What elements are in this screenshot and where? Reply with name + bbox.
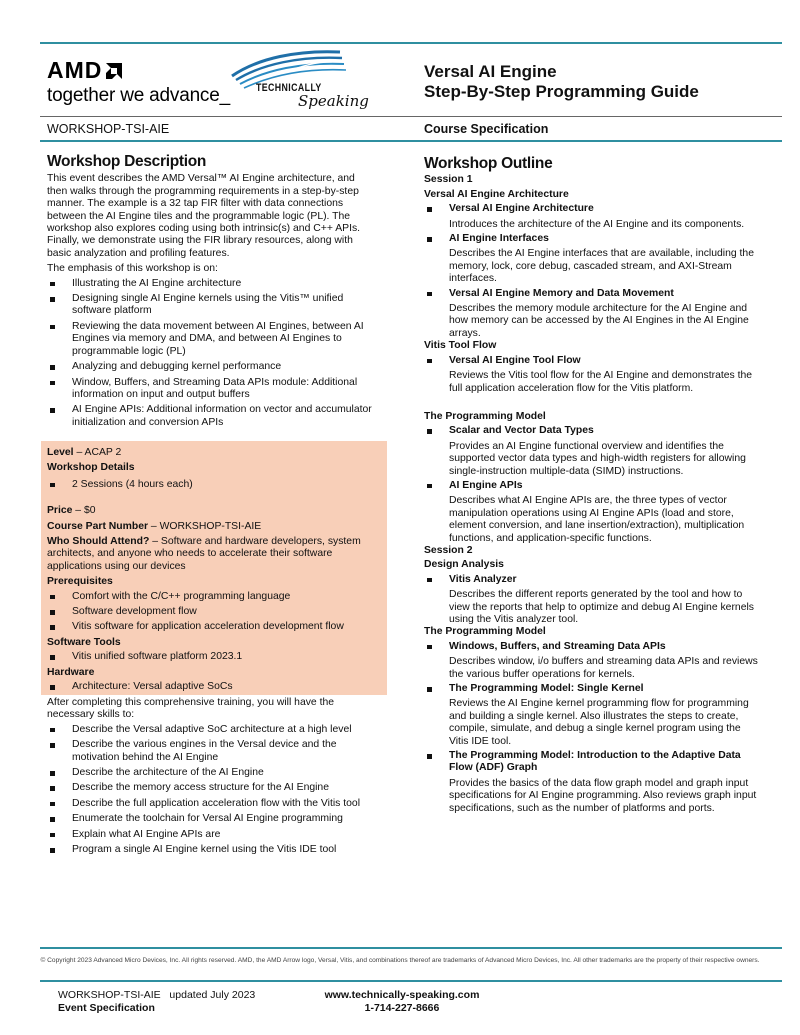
footer-event-spec: Event Specification — [58, 1001, 155, 1014]
session-2-label: Session 2 — [424, 544, 473, 556]
workshop-code: WORKSHOP-TSI-AIE — [47, 122, 170, 136]
topic-title: AI Engine Interfaces — [424, 233, 760, 245]
website-link[interactable]: www.technically-speaking.com — [324, 989, 480, 1001]
group-label: Design Analysis — [424, 559, 504, 571]
footer-left — [58, 989, 255, 1014]
list-item: Describe the architecture of the AI Engine — [47, 767, 377, 779]
topic-description: Introduces the architecture of the AI Engine and its components. — [449, 218, 745, 230]
topic-description: Describes what AI Engine APIs are, the three types of vector manipulation operations using AI Engine APIs (load and store, element conversion, and lane insertion/extraction), multiplication functions, and application-specific functions. — [449, 495, 745, 544]
level-label: Level — [47, 447, 74, 458]
footer-contact — [322, 989, 482, 1014]
software-tools-label: Software Tools — [47, 636, 121, 648]
topic-title: Vitis Analyzer — [424, 574, 760, 586]
list-item: Describe the various engines in the Versal device and the motivation behind the AI Engine — [47, 739, 377, 764]
list-item: Describe the full application acceleration flow with the Vitis tool — [47, 798, 377, 810]
audience-line — [47, 536, 377, 573]
topic-description: Describes the different reports generated by the tool and how to view the reports that help to optimize and debug AI Engine kernels using the Vitis analyzer tool. — [449, 589, 754, 625]
amd-arrow-icon — [105, 59, 123, 77]
topic-description: Describes the memory module architecture for the AI Engine and how memory can be accessed by the AI Engines in the AI Engine arrays. — [449, 303, 749, 339]
topic-description: Describes window, i/o buffers and streaming data APIs and reviews the various buffer operations for kernels. — [449, 656, 758, 680]
topic-description: Provides the basics of the data flow graph model and graph input specifications for AI Engine programming. Also reviews graph input specifications, such as the number of platforms and ports. — [449, 777, 757, 814]
header-divider — [40, 116, 782, 117]
title-line-1: Versal AI Engine — [424, 62, 557, 81]
list-item: Describe the Versal adaptive SoC architecture at a high level — [47, 724, 377, 736]
topic-description: Provides an AI Engine functional overview and identifies the supported vector data types and high-width registers for allowing single-instruction multiple-data (SIMD) instructions. — [449, 440, 746, 477]
group-label: The Programming Model — [424, 410, 546, 422]
list-item: Explain what AI Engine APIs are — [47, 829, 377, 841]
top-rule — [40, 42, 782, 44]
intro-paragraph: This event describes the AMD Versal™ AI Engine architecture, and then walks through the programming requirements in a step-by-step manner. The example is a 32 tap FIR filter with data connections between the AI Engine tiles and the programmable logic (PL). The workshop also explores coding using both intrinsic(s) and C++ APIs. Finally, we demonstrate using the FIR library resources, along with basic analyzation and profiling features. — [47, 173, 361, 259]
list-item: Describe the memory access structure for the AI Engine — [47, 782, 377, 794]
footer-top-rule — [40, 947, 782, 949]
topic-title: AI Engine APIs — [424, 480, 760, 492]
copyright-notice: © Copyright 2023 Advanced Micro Devices, Inc. All rights reserved. AMD, the AMD Arrow logo, Versal, Vitis, and combinations thereof are trademarks of Advanced Micro Devices, Inc. All other trademarks are the property of their respective owners. — [40, 957, 760, 964]
workshop-outline-heading: Workshop Outline — [424, 155, 553, 172]
list-item: 2 Sessions (4 hours each) — [47, 479, 377, 491]
part-number-line — [47, 521, 377, 533]
amd-tagline: together we advance_ — [47, 85, 230, 106]
list-item: AI Engine APIs: Additional information on vector and accumulator initialization and conversion APIs — [47, 404, 377, 429]
left-column — [47, 153, 377, 432]
course-spec-label: Course Specification — [424, 122, 549, 136]
price-value: – $0 — [72, 505, 96, 517]
ts-logo-line1: TECHNICALLY — [256, 82, 322, 94]
hardware-label: Hardware — [47, 666, 95, 678]
prerequisites-label: Prerequisites — [47, 576, 113, 588]
topic-description: Reviews the AI Engine kernel programming flow for programming and building a single kernel. Also illustrates the steps to create, compile, simulate, and debug a single kernel program using the Vitis IDE tool. — [449, 698, 749, 747]
right-column — [424, 155, 760, 815]
topic-description: Reviews the Vitis tool flow for the AI Engine and demonstrates the full application acceleration flow for the Vitis platform. — [449, 370, 753, 394]
skills-section — [47, 697, 377, 859]
workshop-details-label: Workshop Details — [47, 462, 135, 474]
skills-intro: After completing this comprehensive training, you will have the necessary skills to: — [47, 697, 335, 721]
level-value: – ACAP 2 — [73, 447, 122, 458]
list-item: Enumerate the toolchain for Versal AI Engine programming — [47, 813, 377, 825]
topic-title: Versal AI Engine Tool Flow — [424, 355, 760, 367]
ts-logo-line2: Speaking — [298, 92, 369, 110]
document-title — [424, 62, 699, 102]
title-line-2: Step-By-Step Programming Guide — [424, 82, 699, 101]
list-item: Designing single AI Engine kernels using the Vitis™ unified software platform — [47, 293, 377, 318]
group-label: The Programming Model — [424, 626, 546, 638]
footer-bottom-rule — [40, 980, 782, 982]
list-item: Analyzing and debugging kernel performance — [47, 361, 377, 373]
footer-code-date: WORKSHOP-TSI-AIE updated July 2023 — [58, 989, 256, 1001]
list-item: Illustrating the AI Engine architecture — [47, 278, 377, 290]
workshop-description-heading: Workshop Description — [47, 153, 207, 170]
technically-speaking-logo — [228, 46, 369, 112]
part-number-value: – WORKSHOP-TSI-AIE — [148, 520, 262, 532]
list-item: Software development flow — [47, 606, 377, 618]
level-line — [47, 447, 377, 459]
list-item: Program a single AI Engine kernel using the Vitis IDE tool — [47, 844, 377, 856]
amd-logo: AMD — [47, 57, 123, 84]
list-item: Reviewing the data movement between AI Engines, between AI Engines via memory and DMA, and between AI Engines to programmable logic (PL) — [47, 321, 377, 358]
topic-title: The Programming Model: Introduction to the Adaptive Data Flow (ADF) Graph — [424, 750, 760, 775]
group-label: Versal AI Engine Architecture — [424, 188, 569, 200]
emphasis-list — [47, 278, 377, 429]
emphasis-intro: The emphasis of this workshop is on: — [47, 263, 218, 275]
topic-title: Windows, Buffers, and Streaming Data APIs — [424, 641, 760, 653]
topic-title: Versal AI Engine Memory and Data Movement — [424, 288, 760, 300]
list-item: Vitis unified software platform 2023.1 — [47, 651, 377, 663]
topic-title: The Programming Model: Single Kernel — [424, 683, 760, 695]
topic-title: Scalar and Vector Data Types — [424, 425, 760, 437]
topic-description: Describes the AI Engine interfaces that are available, including the memory, lock, core debug, cascaded stream, and AXI-Stream interfaces. — [449, 248, 754, 285]
list-item: Window, Buffers, and Streaming Data APIs module: Additional information on input and output buffers — [47, 377, 377, 402]
details-box — [47, 447, 377, 697]
topic-title: Versal AI Engine Architecture — [424, 203, 760, 215]
list-item: Architecture: Versal adaptive SoCs — [47, 681, 377, 693]
session-1-label: Session 1 — [424, 174, 473, 186]
group-label: Vitis Tool Flow — [424, 340, 497, 352]
price-line — [47, 505, 377, 517]
audience-label: Who Should Attend? — [47, 536, 150, 548]
list-item: Vitis software for application acceleration development flow — [47, 621, 377, 633]
list-item: Comfort with the C/C++ programming language — [47, 591, 377, 603]
subheader-rule — [40, 140, 782, 142]
audience-value: – Software and hardware developers, system architects, and anyone who needs to accelerate their software applications using our devices — [47, 536, 361, 572]
price-label: Price — [47, 505, 73, 517]
part-number-label: Course Part Number — [47, 520, 149, 532]
phone-number: 1-714-227-8666 — [364, 1001, 440, 1014]
